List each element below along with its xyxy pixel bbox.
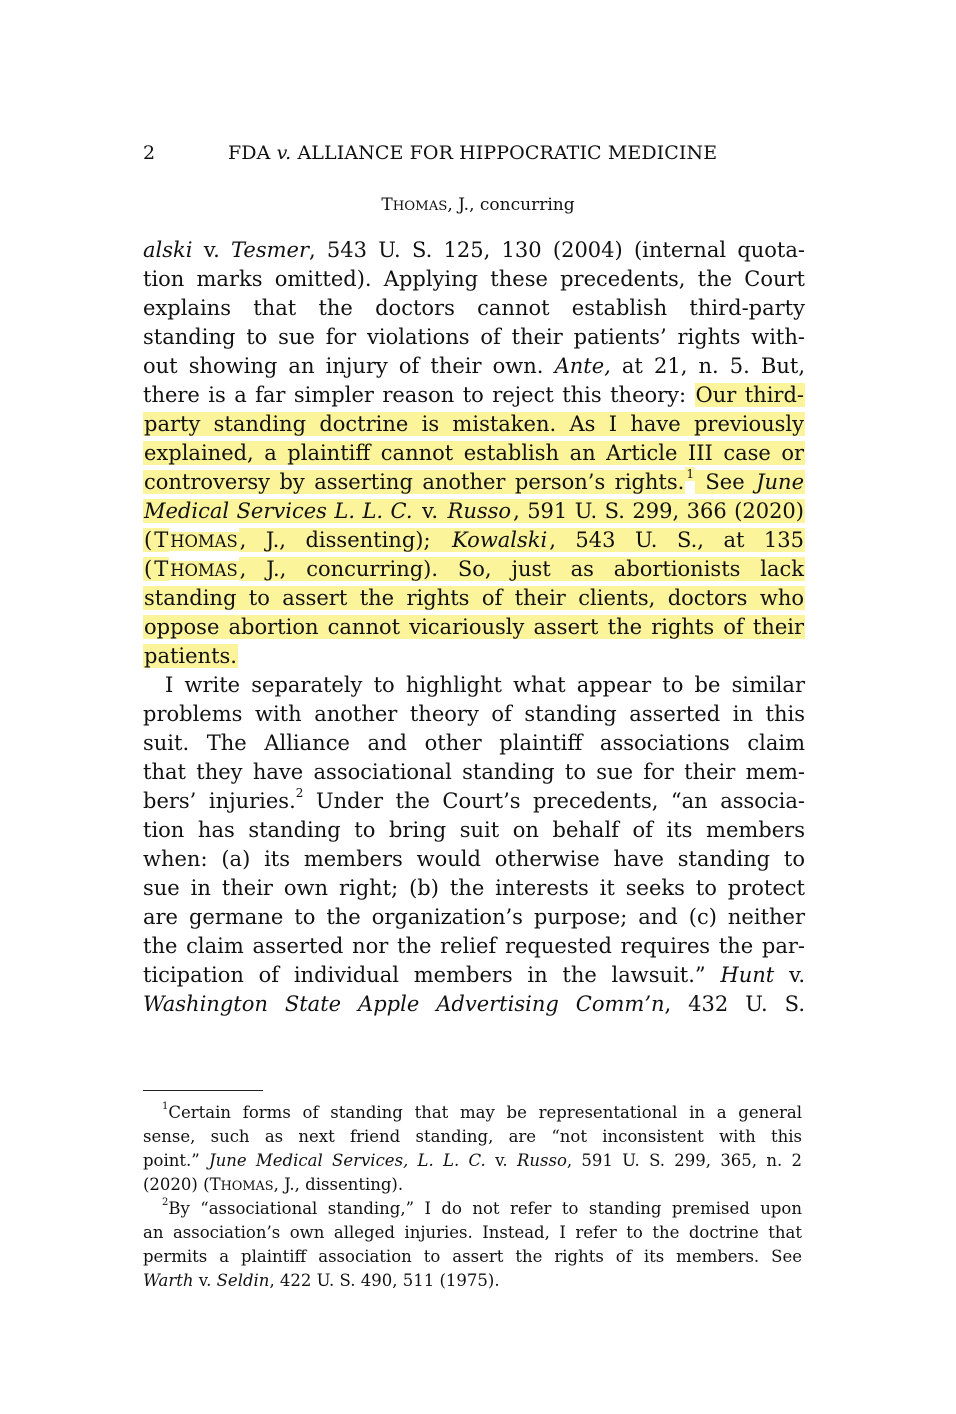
body-line: [143, 410, 805, 439]
body-line: [143, 903, 805, 932]
highlighted-text: oppose abortion cannot vicariously assert the rights of their: [144, 615, 804, 639]
text-run: problems with another theory of standing asserted in this: [143, 702, 805, 726]
text-run: Warth: [143, 1271, 194, 1290]
body-line: [143, 323, 805, 352]
text-run: bers’ injuries.: [143, 789, 296, 813]
text-run: HOMAS: [220, 1179, 274, 1194]
text-run: , 432 U. S.: [664, 992, 805, 1016]
text-run: I write separately to highlight what appear to be similar: [165, 673, 805, 697]
body-line: [143, 961, 805, 990]
footnote-marker: 1: [162, 1100, 169, 1112]
body-line: [143, 642, 805, 671]
text-run: are germane to the organization’s purpose; and (c) neither: [143, 905, 805, 929]
opinion-body-text: [143, 236, 805, 1019]
body-line: [143, 932, 805, 961]
text-run: alski: [143, 238, 193, 262]
author-smallcaps: HOMAS: [392, 199, 448, 214]
body-line: [143, 265, 805, 294]
opinion-type: , J., concurring: [447, 195, 575, 215]
text-run: v.: [774, 963, 805, 987]
text-run: June Medical Services, L. L. C.: [208, 1151, 486, 1170]
text-run: there is a far simpler reason to reject this theory:: [143, 383, 695, 407]
text-run: , 543 U. S. 125, 130 (2004) (internal quota-: [309, 238, 805, 262]
body-line: [143, 758, 805, 787]
body-line: [143, 990, 805, 1019]
body-line: [143, 381, 805, 410]
body-line: [143, 468, 805, 497]
text-run: Ante,: [554, 354, 611, 378]
body-line: [143, 294, 805, 323]
text-run: T: [209, 1175, 221, 1194]
text-run: suit. The Alliance and other plaintiff associations claim: [143, 731, 805, 755]
case-title-party-a: FDA: [228, 142, 271, 164]
footnote-marker: 2: [295, 786, 304, 800]
highlighted-text: , 543 U. S., at 135: [549, 528, 804, 552]
running-case-title: [228, 142, 717, 164]
text-run: at 21, n. 5. But,: [610, 354, 805, 378]
text-run: ticipation of individual members in the lawsuit.”: [143, 963, 721, 987]
highlighted-text: , J., dissenting);: [239, 528, 451, 552]
body-line: [143, 352, 805, 381]
body-line: [143, 700, 805, 729]
text-run: tion marks omitted). Applying these precedents, the Court: [143, 267, 805, 291]
text-run: , J., dissenting).: [273, 1175, 404, 1194]
body-line: [143, 671, 805, 700]
text-run: v.: [193, 1271, 217, 1290]
footnote-marker: 2: [162, 1196, 169, 1208]
footnote-line: [143, 1101, 802, 1125]
text-run: tion has standing to bring suit on behalf of its members: [143, 818, 805, 842]
highlighted-text: Kowalski: [452, 528, 548, 552]
text-run: permits a plaintiff association to assert the rights of its members. See: [143, 1247, 802, 1266]
text-run: , 591 U. S. 299, 365, n. 2: [566, 1151, 802, 1170]
body-line: [143, 729, 805, 758]
highlighted-text: standing to assert the rights of their clients, doctors who: [144, 586, 804, 610]
highlighted-text: June: [756, 470, 805, 494]
footnote-line: [143, 1269, 802, 1293]
highlighted-text: (: [144, 557, 153, 581]
highlighted-text: v.: [414, 499, 446, 523]
text-run: , 422 U. S. 490, 511 (1975).: [269, 1271, 500, 1290]
highlighted-text: T: [154, 557, 169, 581]
text-run: Russo: [516, 1151, 567, 1170]
body-line: [143, 816, 805, 845]
text-run: when: (a) its members would otherwise have standing to: [143, 847, 805, 871]
highlighted-text: explained, a plaintiff cannot establish an Article III case or: [144, 441, 804, 465]
text-run: that they have associational standing to sue for their mem-: [143, 760, 805, 784]
text-run: explains that the doctors cannot establish third-party: [143, 296, 805, 320]
text-run: (2020) (: [143, 1175, 210, 1194]
body-line: [143, 497, 805, 526]
body-line: [143, 584, 805, 613]
text-run: out showing an injury of their own.: [143, 354, 555, 378]
text-run: By “associational standing,” I do not refer to standing premised upon: [168, 1199, 802, 1218]
body-line: [143, 874, 805, 903]
highlighted-text: See: [695, 470, 755, 494]
highlighted-text: Medical Services L. L. C.: [144, 499, 413, 523]
body-line: [143, 439, 805, 468]
highlighted-text: , 591 U. S. 299, 366 (2020): [513, 499, 804, 523]
footnote-line: [143, 1245, 802, 1269]
highlighted-text: T: [154, 528, 169, 552]
text-run: v.: [485, 1151, 517, 1170]
opinion-author-line: [0, 195, 956, 215]
text-run: Seldin: [216, 1271, 270, 1290]
page-number: 2: [143, 142, 156, 164]
body-line: [143, 845, 805, 874]
footnote-line: [143, 1125, 802, 1149]
text-run: v.: [192, 238, 232, 262]
footnote-separator: [143, 1090, 263, 1091]
text-run: Washington State Apple Advertising Comm’n: [143, 992, 665, 1016]
body-line: [143, 787, 805, 816]
highlighted-text: Russo: [447, 499, 512, 523]
text-run: Hunt: [720, 963, 775, 987]
highlighted-text: HOMAS: [170, 532, 238, 551]
text-run: point.”: [143, 1151, 209, 1170]
text-run: Under the Court’s precedents, “an associa-: [303, 789, 805, 813]
text-run: sue in their own right; (b) the interests it seeks to protect: [143, 876, 805, 900]
footnote-line: [143, 1149, 802, 1173]
highlighted-text: controversy by asserting another person’s rights.: [144, 470, 685, 494]
case-title-party-b: ALLIANCE FOR HIPPOCRATIC MEDICINE: [297, 142, 718, 164]
text-run: Certain forms of standing that may be representational in a general: [168, 1103, 802, 1122]
body-line: [143, 526, 805, 555]
highlighted-text: Our third-: [695, 383, 805, 407]
text-run: Tesmer: [231, 238, 309, 262]
text-run: the claim asserted nor the relief requested requires the par-: [143, 934, 805, 958]
footnote-line: [143, 1197, 802, 1221]
footnote-line: [143, 1173, 802, 1197]
text-run: standing to sue for violations of their patients’ rights with-: [143, 325, 805, 349]
body-line: [143, 555, 805, 584]
text-run: sense, such as next friend standing, are “not inconsistent with this: [143, 1127, 802, 1146]
author-initial: T: [381, 195, 393, 215]
highlighted-text: , J., concurring). So, just as abortionists lack: [239, 557, 804, 581]
highlighted-text: (: [144, 528, 153, 552]
highlighted-text: HOMAS: [170, 561, 238, 580]
body-line: [143, 236, 805, 265]
footnote-line: [143, 1221, 802, 1245]
footnote-marker: 1: [686, 467, 694, 481]
highlighted-text: party standing doctrine is mistaken. As I have previously: [144, 412, 804, 436]
text-run: an association’s own alleged injuries. Instead, I refer to the doctrine that: [143, 1223, 802, 1242]
case-title-versus: v.: [276, 142, 292, 164]
footnotes: [143, 1101, 802, 1293]
highlighted-text: patients.: [144, 644, 237, 668]
body-line: [143, 613, 805, 642]
